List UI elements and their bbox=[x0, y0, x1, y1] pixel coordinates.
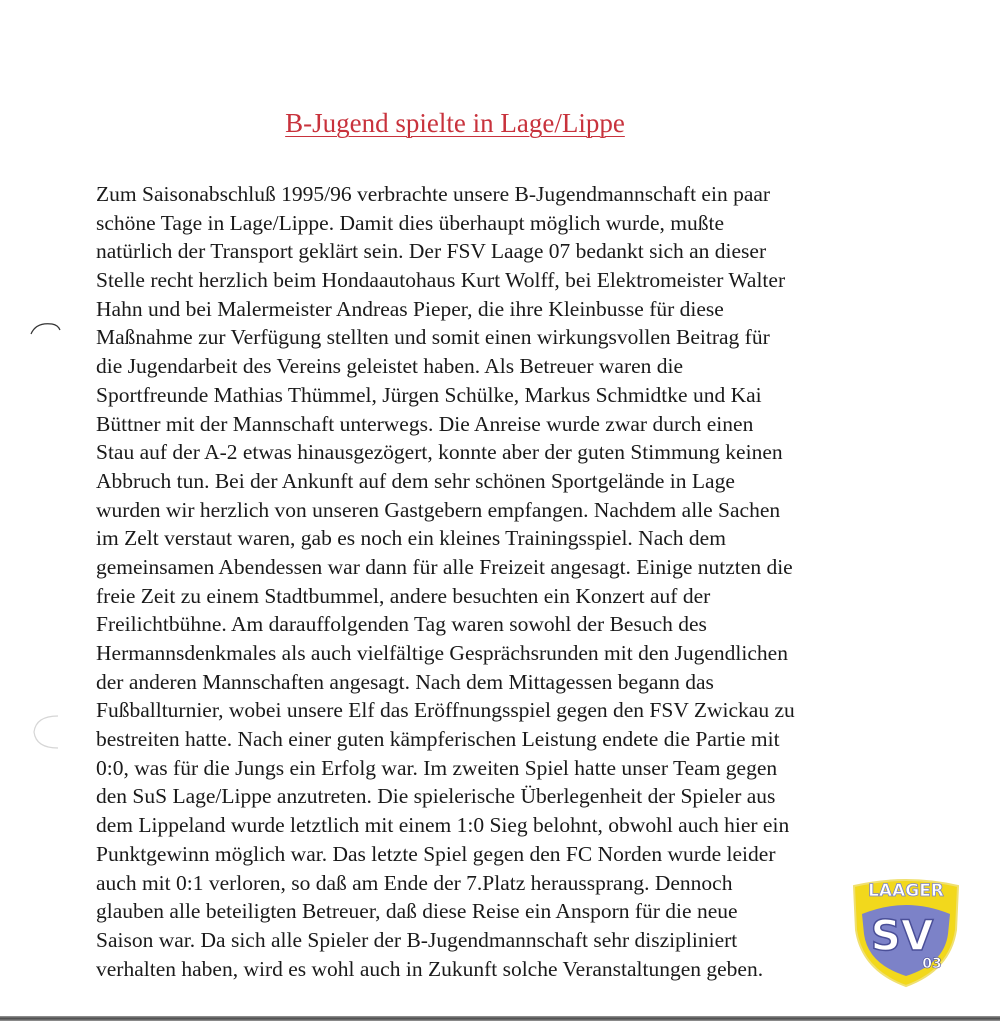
body-line: Maßnahme zur Verfügung stellten und somit einen wirkungsvollen Beitrag für bbox=[96, 325, 770, 350]
body-line: auch mit 0:1 verloren, so daß am Ende der 7.Platz heraussprang. Dennoch bbox=[96, 870, 733, 895]
club-logo bbox=[848, 872, 964, 990]
body-line: Abbruch tun. Bei der Ankunft auf dem sehr schönen Sportgelände in Lage bbox=[96, 468, 735, 493]
body-line: Hahn und bei Malermeister Andreas Pieper, die ihre Kleinbusse für diese bbox=[96, 296, 724, 321]
article-title: B-Jugend spielte in Lage/Lippe bbox=[285, 108, 625, 138]
body-line: verhalten haben, wird es wohl auch in Zukunft solche Veranstaltungen geben. bbox=[96, 956, 764, 981]
article-body bbox=[96, 180, 916, 983]
body-line: Freilichtbühne. Am darauffolgenden Tag waren sowohl der Besuch des bbox=[96, 612, 707, 637]
logo-number: 03 bbox=[922, 956, 942, 972]
body-line: den SuS Lage/Lippe anzutreten. Die spielerische Überlegenheit der Spieler aus bbox=[96, 784, 776, 809]
body-line: Stelle recht herzlich beim Hondaautohaus Kurt Wolff, bei Elektromeister Walter bbox=[96, 268, 786, 293]
body-line: Punktgewinn möglich war. Das letzte Spiel gegen den FC Norden wurde leider bbox=[96, 841, 776, 866]
punch-hole-mark bbox=[28, 318, 62, 341]
body-line: wurden wir herzlich von unseren Gastgebern empfangen. Nachdem alle Sachen bbox=[96, 497, 781, 522]
body-line: Hermannsdenkmales als auch vielfältige Gesprächsrunden mit den Jugendlichen bbox=[96, 641, 788, 665]
body-line: im Zelt verstaut waren, gab es noch ein kleines Trainingsspiel. Nach dem bbox=[96, 526, 726, 551]
body-line: bestreiten hatte. Nach einer guten kämpferischen Leistung endete die Partie mit bbox=[96, 727, 780, 752]
body-line: Sportfreunde Mathias Thümmel, Jürgen Schülke, Markus Schmidtke und Kai bbox=[96, 382, 762, 407]
body-line: schöne Tage in Lage/Lippe. Damit dies überhaupt möglich wurde, mußte bbox=[96, 210, 724, 235]
body-line: der anderen Mannschaften angesagt. Nach dem Mittagessen begann das bbox=[96, 669, 714, 694]
body-line: Stau auf der A-2 etwas hinausgezögert, konnte aber der guten Stimmung keinen bbox=[96, 440, 783, 465]
logo-main-text: SV bbox=[870, 911, 934, 960]
body-line: freie Zeit zu einem Stadtbummel, andere besuchten ein Konzert auf der bbox=[96, 583, 711, 608]
body-line: Büttner mit der Mannschaft unterwegs. Die Anreise wurde zwar durch einen bbox=[96, 411, 754, 436]
body-line: gemeinsamen Abendessen war dann für alle Freizeit angesagt. Einige nutzten die bbox=[96, 554, 793, 579]
body-line: glauben alle beteiligten Betreuer, daß diese Reise ein Ansporn für die neue bbox=[96, 899, 738, 924]
body-line: Saison war. Da sich alle Spieler der B-Jugendmannschaft sehr diszipliniert bbox=[96, 927, 738, 952]
punch-hole-mark bbox=[30, 712, 62, 757]
body-line: Fußballturnier, wobei unsere Elf das Eröffnungsspiel gegen den FSV Zwickau zu bbox=[96, 698, 795, 723]
body-line: natürlich der Transport geklärt sein. Der FSV Laage 07 bedankt sich an dieser bbox=[96, 239, 767, 264]
body-line: Zum Saisonabschluß 1995/96 verbrachte unsere B-Jugendmannschaft ein paar bbox=[96, 182, 771, 206]
logo-top-text: LAAGER bbox=[868, 881, 944, 901]
body-line: dem Lippeland wurde letztlich mit einem 1:0 Sieg belohnt, obwohl auch hier ein bbox=[96, 813, 790, 838]
body-line: die Jugendarbeit des Vereins geleistet haben. Als Betreuer waren die bbox=[96, 354, 684, 379]
body-line: 0:0, was für die Jungs ein Erfolg war. Im zweiten Spiel hatte unser Team gegen bbox=[96, 755, 778, 780]
page-bottom-edge bbox=[0, 1016, 1000, 1021]
